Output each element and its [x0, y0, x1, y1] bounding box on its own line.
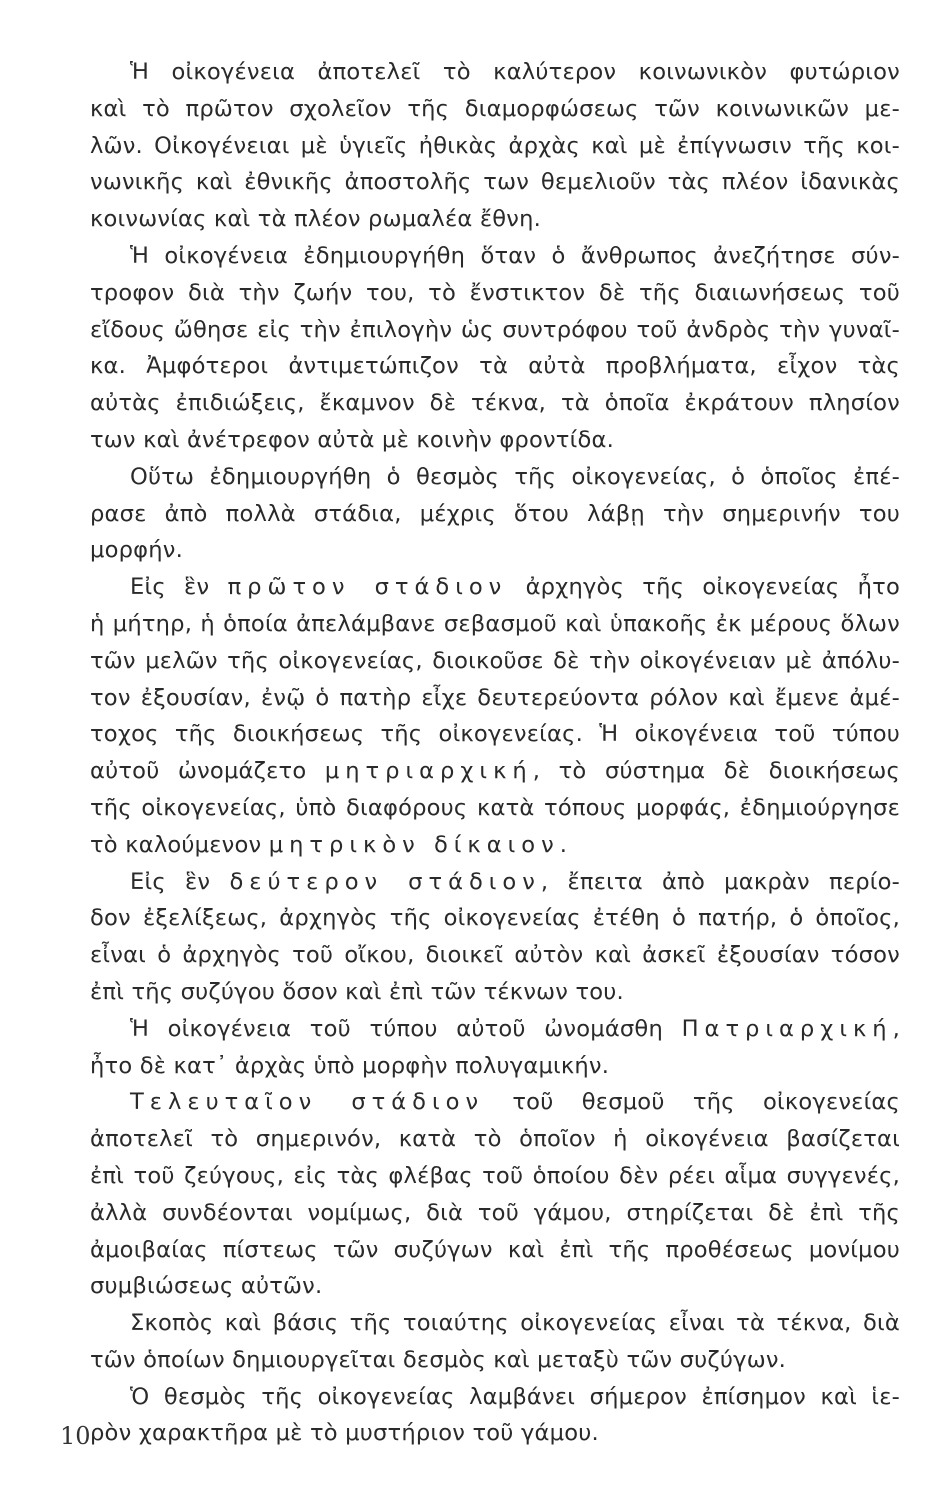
- text-line: ἀλλὰ συνδέονται νομίμως, διὰ τοῦ γάμου, στηρίζεται δὲ ἐπὶ τῆς: [90, 1199, 900, 1226]
- text-span: Ἡ οἰκογένεια τοῦ τύπου αὐτοῦ ὠνομάσθη: [130, 1015, 682, 1042]
- spaced-emphasis: πρῶτον στάδιον: [227, 574, 508, 601]
- text-line: Ἡ οἰκογένεια ἀποτελεῖ τὸ καλύτερον κοινωνικὸν φυτώριον: [130, 59, 900, 85]
- text-line: δον ἐξελίξεως, ἀρχηγὸς τῆς οἰκογενείας ἐτέθη ὁ πατήρ, ὁ ὁποῖος,: [90, 905, 900, 932]
- text-line: Οὕτω ἐδημιουργήθη ὁ θεσμὸς τῆς οἰκογενείας, ὁ ὁποῖος ἐπέ-: [130, 463, 900, 490]
- text-line: συμβιώσεως αὐτῶν.: [90, 1273, 323, 1300]
- text-line: Σκοπὸς καὶ βάσις τῆς τοιαύτης οἰκογενείας εἶναι τὰ τέκνα, διὰ: [130, 1310, 900, 1337]
- text-line: [90, 569, 900, 606]
- text-line: ἀποτελεῖ τὸ σημερινόν, κατὰ τὸ ὁποῖον ἡ οἰκογένεια βασίζεται: [90, 1126, 900, 1153]
- spaced-emphasis: Τελευταῖον στάδιον: [130, 1089, 485, 1116]
- text-line: καὶ τὸ πρῶτον σχολεῖον τῆς διαμορφώσεως τῶν κοινωνικῶν με-: [90, 95, 900, 122]
- text-line: ἐπὶ τῆς συζύγου ὅσον καὶ ἐπὶ τῶν τέκνων του.: [90, 978, 624, 1005]
- page-number: 10: [60, 1422, 91, 1450]
- text-span: , ἔπειτα ἀπὸ μακρὰν περίο-: [540, 868, 901, 895]
- text-line: λῶν. Οἰκογένειαι μὲ ὑγιεῖς ἠθικὰς ἀρχὰς καὶ μὲ ἐπίγνωσιν τῆς κοι-: [90, 132, 900, 159]
- text-span: , τὸ σύστημα δὲ διοικήσεως: [532, 758, 900, 785]
- text-line: τροφον διὰ τὴν ζωήν του, τὸ ἔνστικτον δὲ τῆς διαιωνήσεως τοῦ: [90, 279, 900, 306]
- text-line: ἦτο δὲ κατ᾽ ἀρχὰς ὑπὸ μορφὴν πολυγαμικήν.: [90, 1052, 610, 1079]
- text-line: αὐτὰς ἐπιδιώξεις, ἔκαμνον δὲ τέκνα, τὰ ὁποῖα ἐκράτουν πλησίον: [90, 390, 900, 417]
- text-line: ἀμοιβαίας πίστεως τῶν συζύγων καὶ ἐπὶ τῆς προθέσεως μονίμου: [90, 1236, 900, 1263]
- text-line: [90, 753, 900, 790]
- text-line: ρὸν χαρακτῆρα μὲ τὸ μυστήριον τοῦ γάμου.: [90, 1420, 599, 1447]
- text-line: τῶν ὁποίων δημιουργεῖται δεσμὸς καὶ μεταξὺ τῶν συζύγων.: [90, 1346, 787, 1373]
- text-line: [90, 827, 900, 864]
- text-line: ἐπὶ τοῦ ζεύγους, εἰς τὰς φλέβας τοῦ ὁποίου δὲν ρέει αἷμα συγγενές,: [90, 1162, 900, 1189]
- text-line: τον ἐξουσίαν, ἐνῷ ὁ πατὴρ εἶχε δευτερεύοντα ρόλον καὶ ἔμενε ἀμέ-: [90, 684, 900, 711]
- spaced-emphasis: δεύτερον στάδιον: [229, 868, 541, 895]
- text-line: τῶν μελῶν τῆς οἰκογενείας, διοικοῦσε δὲ τὴν οἰκογένειαν μὲ ἀπόλυ-: [90, 647, 900, 674]
- text-line: κα. Ἀμφότεροι ἀντιμετώπιζον τὰ αὐτὰ προβλήματα, εἶχον τὰς: [90, 353, 900, 380]
- text-span: Εἰς ἓν: [130, 574, 228, 601]
- text-line: [90, 1011, 900, 1048]
- text-line: κοινωνίας καὶ τὰ πλέον ρωμαλέα ἔθνη.: [90, 206, 541, 233]
- text-span: .: [559, 831, 568, 858]
- text-line: τοχος τῆς διοικήσεως τῆς οἰκογενείας. Ἡ οἰκογένεια τοῦ τύπου: [90, 721, 900, 748]
- text-line: Ἡ οἰκογένεια ἐδημιουργήθη ὅταν ὁ ἄνθρωπος ἀνεζήτησε σύν-: [130, 242, 900, 269]
- text-line: ἡ μήτηρ, ἡ ὁποία ἀπελάμβανε σεβασμοῦ καὶ ὑπακοῆς ἐκ μέρους ὅλων: [90, 610, 900, 637]
- text-line: των καὶ ἀνέτρεφον αὐτὰ μὲ κοινὴν φροντίδα.: [90, 426, 614, 453]
- text-line: εἶναι ὁ ἀρχηγὸς τοῦ οἴκου, διοικεῖ αὐτὸν καὶ ἀσκεῖ ἐξουσίαν τόσον: [90, 942, 900, 969]
- text-span: Εἰς ἓν: [130, 868, 230, 895]
- text-line: ρασε ἀπὸ πολλὰ στάδια, μέχρις ὅτου λάβῃ τὴν σημερινήν του: [90, 500, 900, 527]
- text-line: [90, 1084, 900, 1121]
- text-span: τὸ καλούμενον: [90, 831, 269, 858]
- spaced-emphasis: μητρικὸν δίκαιον: [268, 831, 560, 858]
- text-line: νωνικῆς καὶ ἐθνικῆς ἀποστολῆς των θεμελιοῦν τὰς πλέον ἰδανικὰς: [90, 169, 900, 196]
- text-span: ,: [892, 1015, 900, 1042]
- text-line: εἴδους ὤθησε εἰς τὴν ἐπιλογὴν ὡς συντρόφου τοῦ ἀνδρὸς τὴν γυναῖ-: [90, 316, 900, 343]
- spaced-emphasis: μητριαρχική: [324, 758, 533, 785]
- spaced-emphasis: Πατριαρχική: [681, 1015, 893, 1042]
- text-line: Ὁ θεσμὸς τῆς οἰκογενείας λαμβάνει σήμερον ἐπίσημον καὶ ἱε-: [130, 1383, 900, 1410]
- text-line: [90, 864, 900, 901]
- text-line: τῆς οἰκογενείας, ὑπὸ διαφόρους κατὰ τόπους μορφάς, ἐδημιούργησε: [90, 794, 900, 821]
- text-line: μορφήν.: [90, 537, 183, 564]
- text-span: τοῦ θεσμοῦ τῆς οἰκογενείας: [484, 1089, 900, 1116]
- text-span: αὐτοῦ ὠνομάζετο: [90, 758, 325, 785]
- body-text: [90, 54, 900, 1452]
- text-span: ἀρχηγὸς τῆς οἰκογενείας ἦτο: [507, 574, 901, 601]
